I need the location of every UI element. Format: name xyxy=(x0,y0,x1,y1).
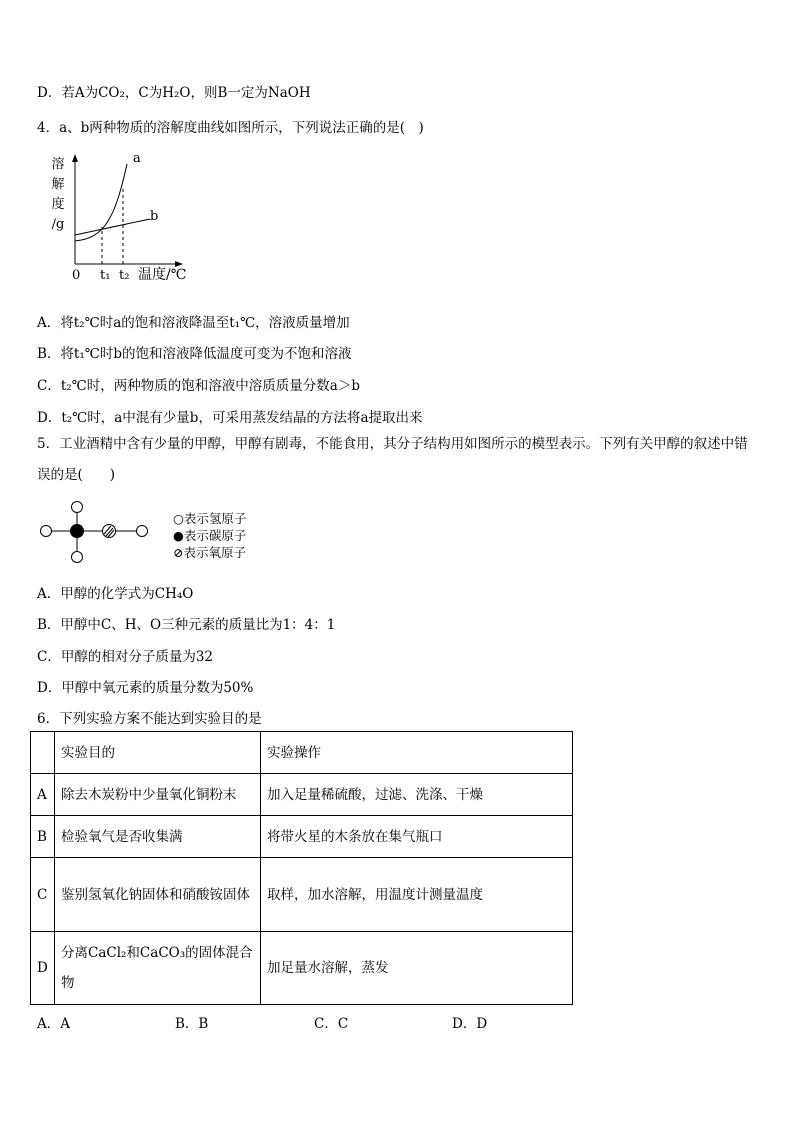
y-label-char-3: 度 xyxy=(51,197,65,212)
y-axis-label xyxy=(51,156,64,232)
header-cell-operation: 实验操作 xyxy=(261,732,573,774)
q6-option-a: A．A xyxy=(37,1016,70,1032)
carbon-atom xyxy=(70,524,84,538)
q4-option-c: C．t₂℃时，两种物质的饱和溶液中溶质质量分数a＞b xyxy=(37,378,360,394)
q6-option-b: B．B xyxy=(175,1016,209,1032)
q6-option-c: C．C xyxy=(314,1016,349,1032)
table-row xyxy=(31,774,573,816)
methanol-model xyxy=(40,497,160,567)
origin-label: 0 xyxy=(72,268,81,283)
y-label-char-4: /g xyxy=(51,217,65,232)
row-operation: 加入足量稀硫酸，过滤、洗涤、干燥 xyxy=(261,774,573,816)
q5-option-b: B．甲醇中C、H、O三种元素的质量比为1：4：1 xyxy=(37,617,336,633)
hydrogen-atom-left xyxy=(41,526,52,537)
x-axis-label: 温度/℃ xyxy=(138,267,187,283)
hydrogen-atom-top xyxy=(72,502,83,513)
q5-option-d: D．甲醇中氧元素的质量分数为50% xyxy=(37,680,254,696)
row-operation: 将带火星的木条放在集气瓶口 xyxy=(261,816,573,858)
table-row xyxy=(31,932,573,1005)
y-axis-arrow xyxy=(72,154,78,162)
row-label: A xyxy=(31,774,55,816)
q3-option-d: D．若A为CO₂，C为H₂O，则B一定为NaOH xyxy=(37,85,311,101)
legend-hydrogen: ○表示氢原子 xyxy=(173,511,247,526)
hydrogen-atom-right xyxy=(137,526,148,537)
row-label: B xyxy=(31,816,55,858)
table-row xyxy=(31,858,573,932)
row-purpose: 分离CaCl₂和CaCO₃的固体混合物 xyxy=(55,932,261,1005)
q6-stem: 6．下列实验方案不能达到实验目的是 xyxy=(37,711,262,727)
q5-stem: 5．工业酒精中含有少量的甲醇，甲醇有剧毒，不能食用，其分子结构用如图所示的模型表示。下列有关甲醇的叙述中错误的是( ) xyxy=(37,436,748,483)
row-label: C xyxy=(31,858,55,932)
q4-stem: 4．a、b两种物质的溶解度曲线如图所示，下列说法正确的是( ) xyxy=(37,120,424,136)
oxygen-atom xyxy=(103,525,116,538)
curve-b xyxy=(75,219,150,235)
curve-a-label: a xyxy=(133,151,141,166)
y-label-char-1: 溶 xyxy=(51,157,65,172)
table-header-row xyxy=(31,732,573,774)
row-purpose: 除去木炭粉中少量氧化铜粉末 xyxy=(55,774,261,816)
legend-carbon: ●表示碳原子 xyxy=(173,528,247,543)
hydrogen-atom-bottom xyxy=(72,552,83,563)
t1-label: t₁ xyxy=(100,268,111,283)
row-purpose: 鉴别氢氧化钠固体和硝酸铵固体 xyxy=(55,858,261,932)
solubility-graph xyxy=(35,148,195,283)
row-purpose: 检验氧气是否收集满 xyxy=(55,816,261,858)
q6-option-d: D．D xyxy=(452,1016,488,1032)
header-cell-label xyxy=(31,732,55,774)
q4-option-d: D．t₂℃时，a中混有少量b，可采用蒸发结晶的方法将a提取出来 xyxy=(37,410,423,426)
row-label: D xyxy=(31,932,55,1005)
q5-option-a: A．甲醇的化学式为CH₄O xyxy=(37,586,194,602)
row-operation: 加足量水溶解，蒸发 xyxy=(261,932,573,1005)
q5-option-c: C．甲醇的相对分子质量为32 xyxy=(37,649,214,665)
curve-b-label: b xyxy=(150,209,159,224)
methanol-legend xyxy=(173,510,246,561)
y-label-char-2: 解 xyxy=(51,177,65,192)
q4-option-b: B．将t₁℃时b的饱和溶液降低温度可变为不饱和溶液 xyxy=(37,346,352,362)
table-row xyxy=(31,816,573,858)
t2-label: t₂ xyxy=(119,268,130,283)
q4-option-a: A．将t₂℃时a的饱和溶液降温至t₁℃，溶液质量增加 xyxy=(37,315,350,331)
header-cell-purpose: 实验目的 xyxy=(55,732,261,774)
experiment-table xyxy=(30,731,573,1005)
legend-oxygen: ⊘表示氧原子 xyxy=(173,545,246,560)
row-operation: 取样，加水溶解，用温度计测量温度 xyxy=(261,858,573,932)
